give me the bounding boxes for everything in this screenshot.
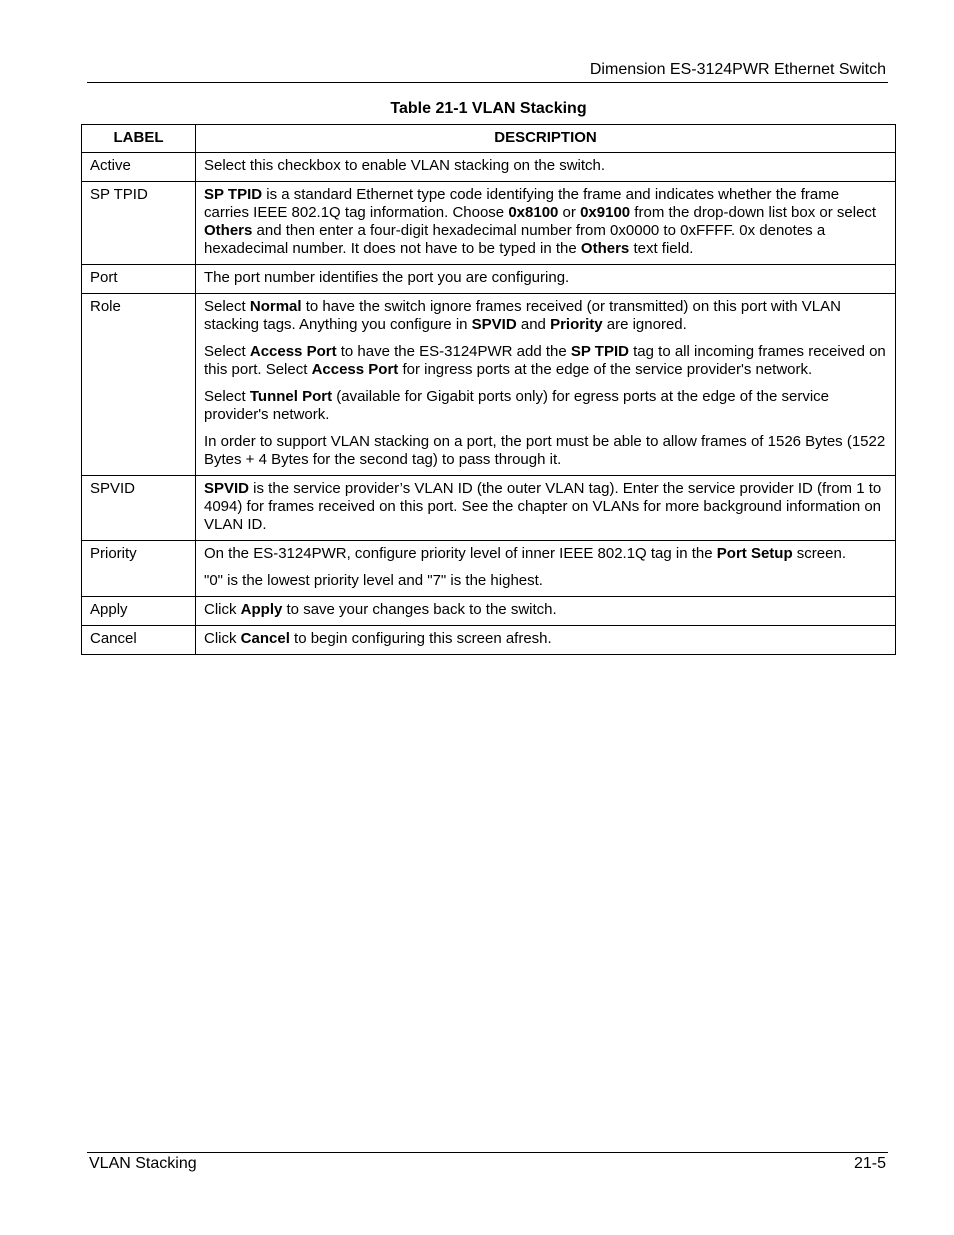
description-paragraph: "0" is the lowest priority level and "7" is the highest.	[204, 572, 543, 589]
header-divider	[87, 82, 888, 83]
bold-term: Access Port	[311, 361, 399, 378]
description-paragraph: Select Normal to have the switch ignore frames received (or transmitted) on this port with VLAN stacking tags. Anything you configure in SPVID and Priority are ignored.	[204, 298, 841, 333]
running-header: Dimension ES-3124PWR Ethernet Switch	[589, 61, 886, 78]
description-paragraph: The port number identifies the port you are configuring.	[204, 269, 570, 286]
row-label: Port	[82, 265, 196, 294]
table-row	[82, 476, 896, 541]
column-header-label: LABEL	[82, 125, 196, 153]
table-row	[82, 265, 896, 294]
bold-term: 0x9100	[580, 204, 631, 221]
row-label: SP TPID	[82, 182, 196, 265]
description-paragraph: In order to support VLAN stacking on a port, the port must be able to allow frames of 1526 Bytes (1522 Bytes + 4 Bytes for the second tag) to pass through it.	[204, 433, 886, 468]
row-label: Cancel	[82, 626, 196, 655]
bold-term: SP TPID	[204, 186, 263, 203]
row-description	[196, 541, 896, 597]
row-description	[196, 626, 896, 655]
bold-term: Others	[580, 240, 630, 257]
row-description	[196, 476, 896, 541]
bold-term: Others	[204, 222, 253, 239]
footer-page-number: 21-5	[853, 1155, 886, 1172]
description-paragraph: SPVID is the service provider’s VLAN ID (the outer VLAN tag). Enter the service provider ID (from 1 to 4094) for frames received on this port. See the chapter on VLANs for more background information on VLAN ID.	[204, 480, 882, 533]
table-row	[82, 541, 896, 597]
bold-term: SPVID	[471, 316, 517, 333]
row-label: SPVID	[82, 476, 196, 541]
description-paragraph: Select this checkbox to enable VLAN stacking on the switch.	[204, 157, 606, 174]
table-row	[82, 182, 896, 265]
bold-term: 0x8100	[508, 204, 559, 221]
row-label: Priority	[82, 541, 196, 597]
table-row	[82, 153, 896, 182]
row-label: Active	[82, 153, 196, 182]
footer-section-name: VLAN Stacking	[89, 1155, 197, 1172]
bold-term: SP TPID	[570, 343, 629, 360]
bold-term: Cancel	[240, 630, 290, 647]
description-paragraph: Click Cancel to begin configuring this screen afresh.	[204, 630, 552, 647]
bold-term: Access Port	[249, 343, 337, 360]
description-paragraph: SP TPID is a standard Ethernet type code identifying the frame and indicates whether the frame carries IEEE 802.1Q tag information. Choose 0x8100 or 0x9100 from the drop-down list box or select Others and then enter a four-digit hexadecimal number from 0x0000 to 0xFFFF. 0x denotes a hexadecimal number. It does not have to be typed in the Others text field.	[204, 186, 877, 257]
description-paragraph: Select Access Port to have the ES-3124PWR add the SP TPID tag to all incoming frames received on this port. Select Access Port for ingress ports at the edge of the service provider's network.	[204, 343, 886, 378]
description-paragraph: On the ES-3124PWR, configure priority level of inner IEEE 802.1Q tag in the Port Setup screen.	[204, 545, 846, 562]
table-body	[82, 153, 896, 655]
table-row	[82, 626, 896, 655]
table-row	[82, 294, 896, 476]
row-description	[196, 182, 896, 265]
table-header-row	[82, 125, 896, 153]
row-description	[196, 265, 896, 294]
bold-term: SPVID	[204, 480, 250, 497]
row-label: Apply	[82, 597, 196, 626]
bold-term: Tunnel Port	[249, 388, 333, 405]
footer-divider	[87, 1152, 888, 1153]
column-header-description: DESCRIPTION	[196, 125, 896, 153]
bold-term: Priority	[550, 316, 603, 333]
description-paragraph: Click Apply to save your changes back to the switch.	[204, 601, 557, 618]
bold-term: Normal	[249, 298, 302, 315]
row-description	[196, 153, 896, 182]
description-paragraph: Select Tunnel Port (available for Gigabit ports only) for egress ports at the edge of the service provider's network.	[204, 388, 829, 423]
bold-term: Apply	[240, 601, 283, 618]
row-description	[196, 597, 896, 626]
bold-term: Port Setup	[716, 545, 793, 562]
row-description	[196, 294, 896, 476]
vlan-stacking-table	[81, 124, 896, 655]
table-caption: Table 21-1 VLAN Stacking	[390, 100, 587, 117]
row-label: Role	[82, 294, 196, 476]
table-row	[82, 597, 896, 626]
